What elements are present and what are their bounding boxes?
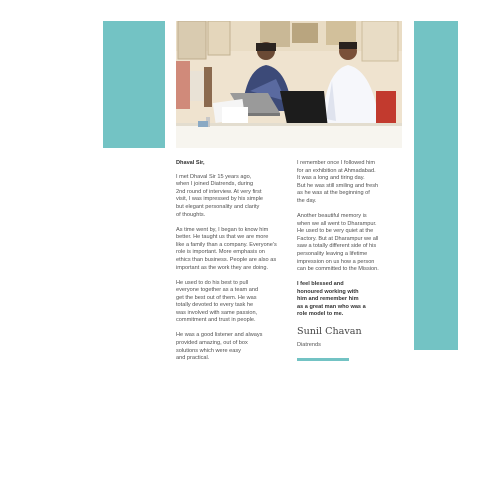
salutation-heading: Dhaval Sir,	[176, 160, 205, 166]
paragraph-good-listener: He was a good listener and always provided amazing, out of box solutions which were easy and practical.	[176, 332, 263, 362]
author-name: Sunil Chavan	[297, 326, 362, 338]
paragraph-exhibition-memory: I remember once I followed him for an exhibition at Ahmadabad. It was a long and tiring day. But he was still smiling and fresh as he was at the beginning of the day.	[297, 160, 379, 204]
closing-statement: I feel blessed and honoured working with him and remember him as a great man who was a role model to me.	[297, 281, 366, 318]
author-organization: Diatrends	[297, 342, 321, 349]
paragraph-teamwork: He used to do his best to pull everyone together as a team and get the best out of them. He was totally devoted to every task he was involved with same passion, commitment and trust in people.	[176, 279, 259, 324]
right-text-column	[297, 160, 397, 361]
teal-underline-bar	[297, 358, 349, 361]
paragraph-dharampur-memory: Another beautiful memory is when we all went to Dharampur. He used to be very quiet at the Factory. But at Dharampur we all saw a totally different side of his personality leaving a lifetime impression on us how a person can be committed to the Mission.	[297, 212, 379, 273]
teal-decor-block-left	[103, 21, 165, 148]
paragraph-first-meeting: I met Dhaval Sir 15 years ago, when I joined Diatrends, during 2nd round of interview. At very first visit, I was impressed by his simple but elegant personality and clarity of thoughts.	[176, 173, 264, 218]
teal-decor-block-right	[414, 21, 458, 350]
left-text-column	[176, 160, 284, 370]
office-photo-illustration	[176, 21, 402, 148]
paragraph-family-values: As time went by, I began to know him better. He taught us that we are more like a family than a company. Everyone's role is important. More emphasis on ethics than business. People are also as important as the work they are doing.	[176, 226, 277, 271]
office-photo	[176, 21, 402, 148]
